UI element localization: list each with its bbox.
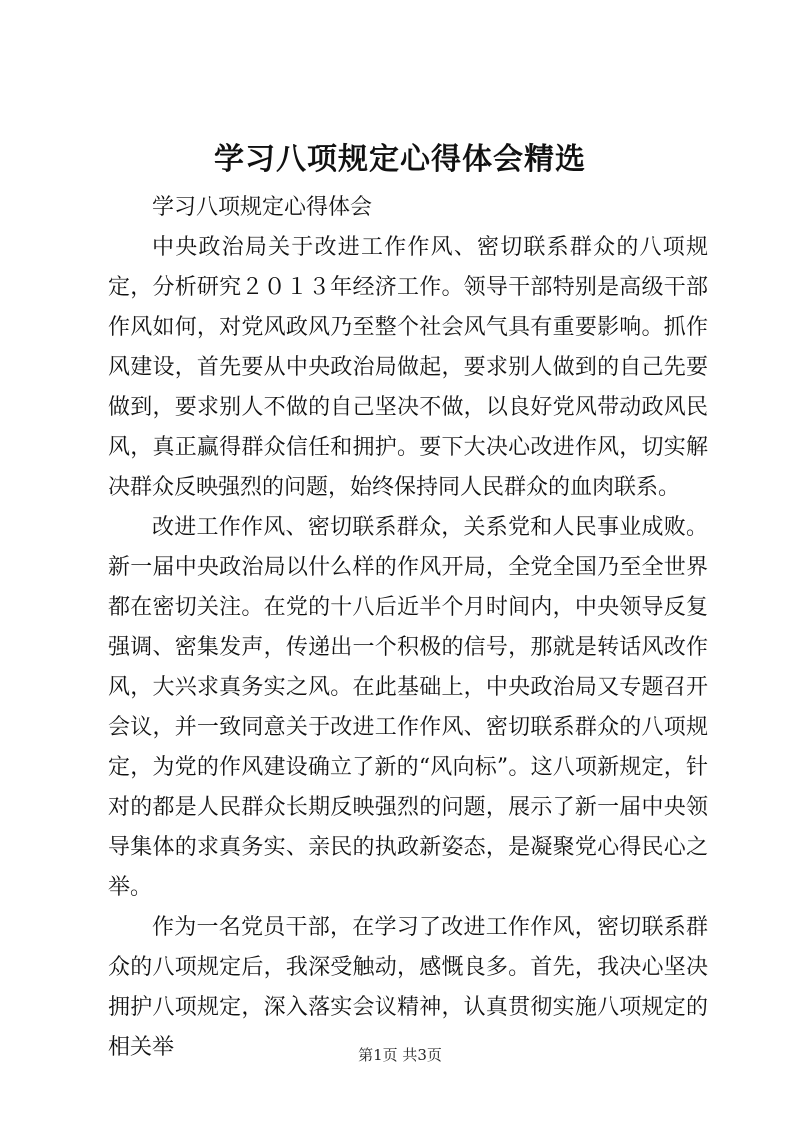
document-body (108, 188, 708, 1068)
document-subtitle: 学习八项规定心得体会 (152, 195, 373, 220)
paragraph: 改进工作作风、密切联系群众，关系党和人民事业成败。新一届中央政治局以什么样的作风开局，全党全国乃至全世界都在密切关注。在党的十八后近半个月时间内，中央领导反复强调、密集发声，传递出一个积极的信号，那就是转话风改作风，大兴求真务实之风。在此基础上，中央政治局又专题召开会议，并一致同意关于改进工作作风、密切联系群众的八项规定，为党的作风建设确立了新的“风向标”。这八项新规定，针对的都是人民群众长期反映强烈的问题，展示了新一届中央领导集体的求真务实、亲民的执政新姿态，是凝聚党心得民心之举。 (108, 515, 708, 900)
page-number-footer: 第1页 共3页 (358, 1046, 442, 1064)
paragraph: 作为一名党员干部，在学习了改进工作作风，密切联系群众的八项规定后，我深受触动，感慨良多。首先，我决心坚决拥护八项规定，深入落实会议精神，认真贯彻实施八项规定的相关举 (108, 915, 708, 1060)
paragraph: 中央政治局关于改进工作作风、密切联系群众的八项规定，分析研究２０１３年经济工作。领导干部特别是高级干部作风如何，对党风政风乃至整个社会风气具有重要影响。抓作风建设，首先要从中央政治局做起，要求别人做到的自己先要做到，要求别人不做的自己坚决不做，以良好党风带动政风民风，真正赢得群众信任和拥护。要下大决心改进作风，切实解决群众反映强烈的问题，始终保持同人民群众的血肉联系。 (108, 235, 708, 500)
document-title: 学习八项规定心得体会精选 (214, 142, 586, 177)
